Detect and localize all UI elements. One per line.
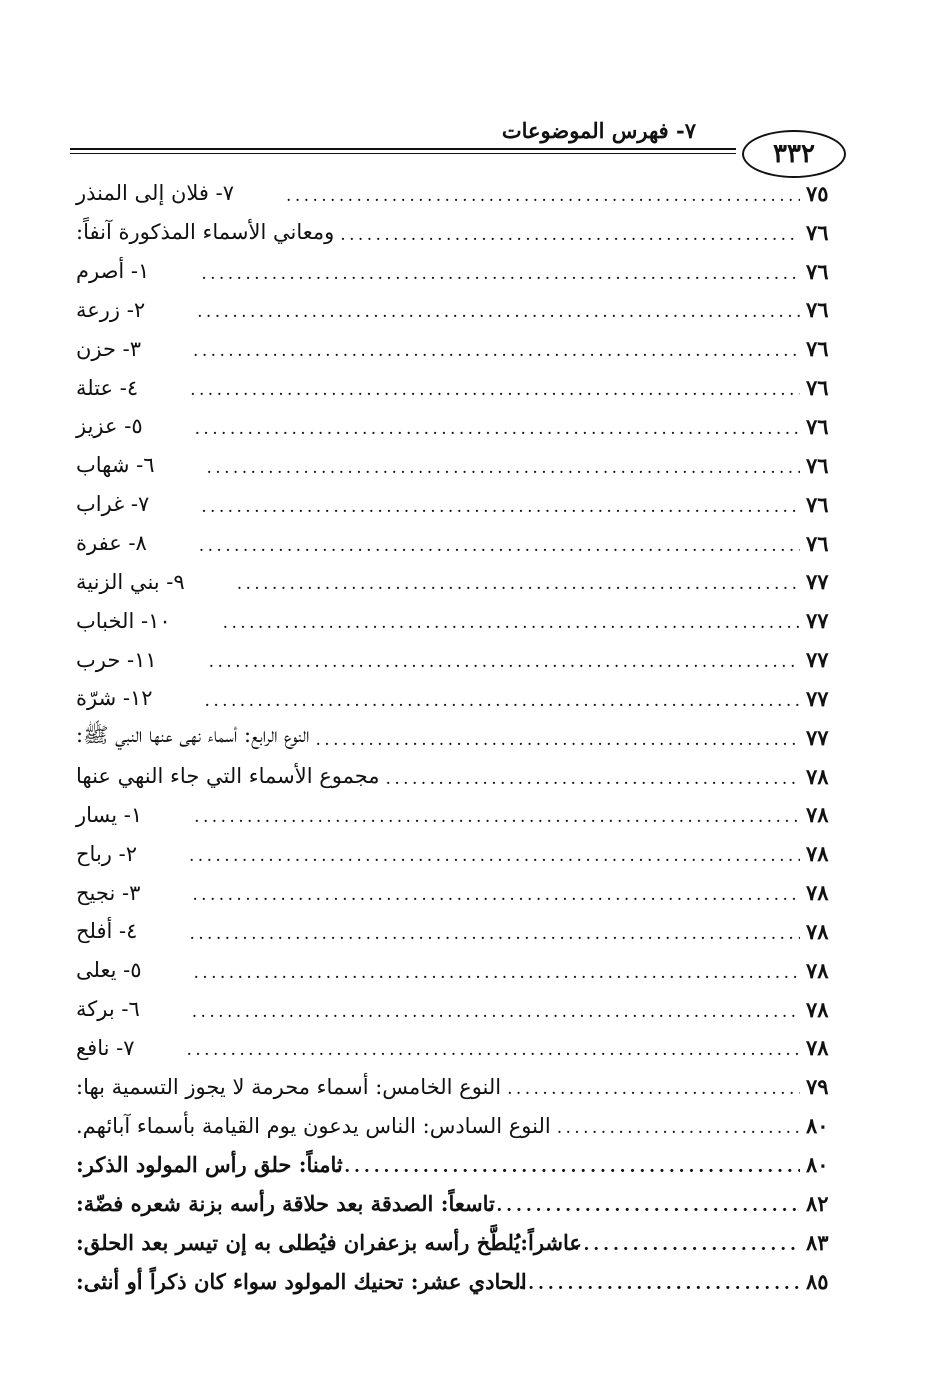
- dot-leader: [193, 959, 800, 982]
- toc-entry-title: ٤- أفلح: [76, 919, 138, 944]
- toc-entry-page: ٧٦: [806, 491, 829, 517]
- dot-leader: [201, 493, 800, 516]
- dot-leader: [316, 726, 801, 749]
- toc-entry-page: ٧٨: [806, 880, 829, 906]
- toc-entry: [76, 252, 846, 291]
- toc-entry-title: ٧- نافع: [76, 1035, 135, 1060]
- toc-entry: [76, 601, 846, 640]
- dot-leader: [507, 1075, 800, 1098]
- dot-leader: [209, 648, 800, 671]
- toc-entry-page: ٧٩: [806, 1074, 829, 1100]
- toc-entry-page: ٨٣: [806, 1229, 829, 1255]
- toc-entry-title: ٣- حزن: [76, 336, 142, 361]
- dot-leader: [237, 570, 800, 593]
- toc-entry-title: ١٠- الخباب: [76, 608, 171, 633]
- dot-leader: [201, 260, 800, 283]
- toc-entry-page: ٧٦: [806, 336, 829, 362]
- toc-entry-title: ١- يسار: [76, 802, 143, 827]
- toc-entry-title: النوع السادس: الناس يدعون يوم القيامة بأسماء آبائهم.: [76, 1113, 551, 1138]
- toc-entry-page: ٧٨: [806, 996, 829, 1022]
- toc-entry: [76, 485, 846, 524]
- toc-entry: [76, 679, 846, 718]
- dot-leader: [467, 1192, 800, 1215]
- dot-leader: [205, 687, 800, 710]
- toc-entry-page: ٨٠: [806, 1113, 829, 1139]
- toc-entry-page: ٨٢: [806, 1190, 829, 1216]
- dot-leader: [557, 1114, 800, 1137]
- toc-entry: [76, 990, 846, 1029]
- dot-leader: [194, 803, 800, 826]
- toc-entry-page: ٧٧: [806, 647, 829, 673]
- toc-entry: [76, 1067, 846, 1106]
- dot-leader: [286, 182, 800, 205]
- dot-leader: [315, 1153, 800, 1176]
- toc-entry: [76, 329, 846, 368]
- toc-entry: [76, 796, 846, 835]
- header-rule: [70, 148, 736, 154]
- header-title: ٧- فهرس الموضوعات: [501, 118, 696, 143]
- toc-entry-title: ٣- نجيح: [76, 880, 141, 905]
- toc-entry-title: ٢- زرعة: [76, 297, 146, 322]
- toc-entry-title: ٨- عفرة: [76, 531, 147, 556]
- toc-entry: [76, 562, 846, 601]
- toc-entry: [76, 718, 846, 757]
- toc-entry-title: ثامناً: حلق رأس المولود الذكر:: [76, 1152, 343, 1178]
- dot-leader: [192, 998, 800, 1021]
- dot-leader: [192, 881, 800, 904]
- dot-leader: [386, 765, 800, 788]
- toc-entry-page: ٧٦: [806, 375, 829, 401]
- dot-leader: [190, 376, 800, 399]
- toc-entry-page: ٧٨: [806, 802, 829, 828]
- toc-entry-page: ٧٧: [806, 569, 829, 595]
- toc-entry-title: ٩- بني الزنية: [76, 569, 185, 594]
- toc-entry-title: مجموع الأسماء التي جاء النهي عنها: [76, 764, 380, 789]
- dot-leader: [554, 1231, 800, 1254]
- toc-entry-page: ٧٦: [806, 413, 829, 439]
- dot-leader: [197, 298, 800, 321]
- toc-entry-page: ٧٨: [806, 841, 829, 867]
- toc-entry-page: ٧٨: [806, 763, 829, 789]
- toc-entry-title: ٦- شهاب: [76, 453, 155, 478]
- table-of-contents: [76, 174, 846, 1300]
- toc-entry-title: ٥- عزيز: [76, 414, 143, 439]
- toc-entry-page: ٧٦: [806, 258, 829, 284]
- toc-entry-page: ٧٥: [806, 180, 829, 206]
- toc-entry: [76, 1029, 846, 1068]
- toc-entry: [76, 174, 846, 213]
- toc-entry-page: ٧٦: [806, 452, 829, 478]
- toc-entry: [76, 1223, 846, 1262]
- dot-leader: [207, 454, 801, 477]
- toc-entry: [76, 951, 846, 990]
- toc-entry: [76, 834, 846, 873]
- dot-leader: [499, 1270, 800, 1293]
- toc-entry: [76, 368, 846, 407]
- toc-entry-page: ٧٨: [806, 1035, 829, 1061]
- dot-leader: [340, 221, 800, 244]
- toc-entry-title: النوع الخامس: أسماء محرمة لا يجوز التسمية بها:: [76, 1074, 502, 1099]
- toc-entry: [76, 407, 846, 446]
- toc-entry-title: ٧- فلان إلى المنذر: [76, 181, 235, 206]
- toc-entry-page: ٨٠: [806, 1152, 829, 1178]
- toc-entry: [76, 1145, 846, 1184]
- toc-entry-page: ٧٧: [806, 608, 829, 634]
- toc-entry-page: ٧٨: [806, 918, 829, 944]
- dot-leader: [199, 532, 800, 555]
- toc-entry-title: ١- أصرم: [76, 259, 150, 284]
- toc-entry: [76, 1184, 846, 1223]
- toc-entry: [76, 912, 846, 951]
- toc-entry-page: ٧٨: [806, 957, 829, 983]
- toc-entry-title: ٦- بركة: [76, 997, 140, 1022]
- toc-entry-title: الحادي عشر: تحنيك المولود سواء كان ذكراً أو أنثى:: [76, 1268, 527, 1294]
- toc-entry-page: ٧٦: [806, 219, 829, 245]
- toc-entry: [76, 446, 846, 485]
- toc-entry: [76, 524, 846, 563]
- dot-leader: [189, 920, 800, 943]
- toc-entry-title: ١٢- شرّة: [76, 686, 153, 711]
- dot-leader: [187, 1036, 800, 1059]
- toc-entry-title: ٥- يعلى: [76, 958, 142, 983]
- toc-entry-page: ٧٦: [806, 530, 829, 556]
- toc-entry-page: ٨٥: [806, 1268, 829, 1294]
- toc-entry-title: عاشراً:يُلطَّخ رأسه بزعفران فيُطلى به إن تيسر بعد الحلق:: [76, 1229, 582, 1255]
- toc-entry-page: ٧٧: [806, 724, 829, 750]
- toc-entry-title: ومعاني الأسماء المذكورة آنفاً:: [76, 220, 335, 245]
- toc-entry: [76, 291, 846, 330]
- toc-entry-title: النوع الرابع: أسماء نهى عنها النبي ﷺ:: [76, 722, 310, 747]
- dot-leader: [195, 415, 800, 438]
- dot-leader: [223, 609, 800, 632]
- dot-leader: [193, 337, 800, 360]
- toc-entry-title: ١١- حرب: [76, 647, 157, 672]
- toc-entry-title: ٧- غراب: [76, 492, 150, 517]
- dot-leader: [189, 842, 800, 865]
- toc-entry-page: ٧٦: [806, 297, 829, 323]
- toc-entry: [76, 213, 846, 252]
- toc-entry-title: ٢- رباح: [76, 841, 137, 866]
- toc-entry: [76, 1262, 846, 1301]
- toc-entry: [76, 640, 846, 679]
- toc-entry: [76, 757, 846, 796]
- toc-entry-page: ٧٧: [806, 685, 829, 711]
- page-number: ٣٣٢: [742, 130, 846, 178]
- toc-entry: [76, 1106, 846, 1145]
- toc-entry: [76, 873, 846, 912]
- toc-entry-title: تاسعاً: الصدقة بعد حلاقة رأسه بزنة شعره فضّة:: [76, 1190, 495, 1216]
- toc-entry-title: ٤- عتلة: [76, 375, 139, 400]
